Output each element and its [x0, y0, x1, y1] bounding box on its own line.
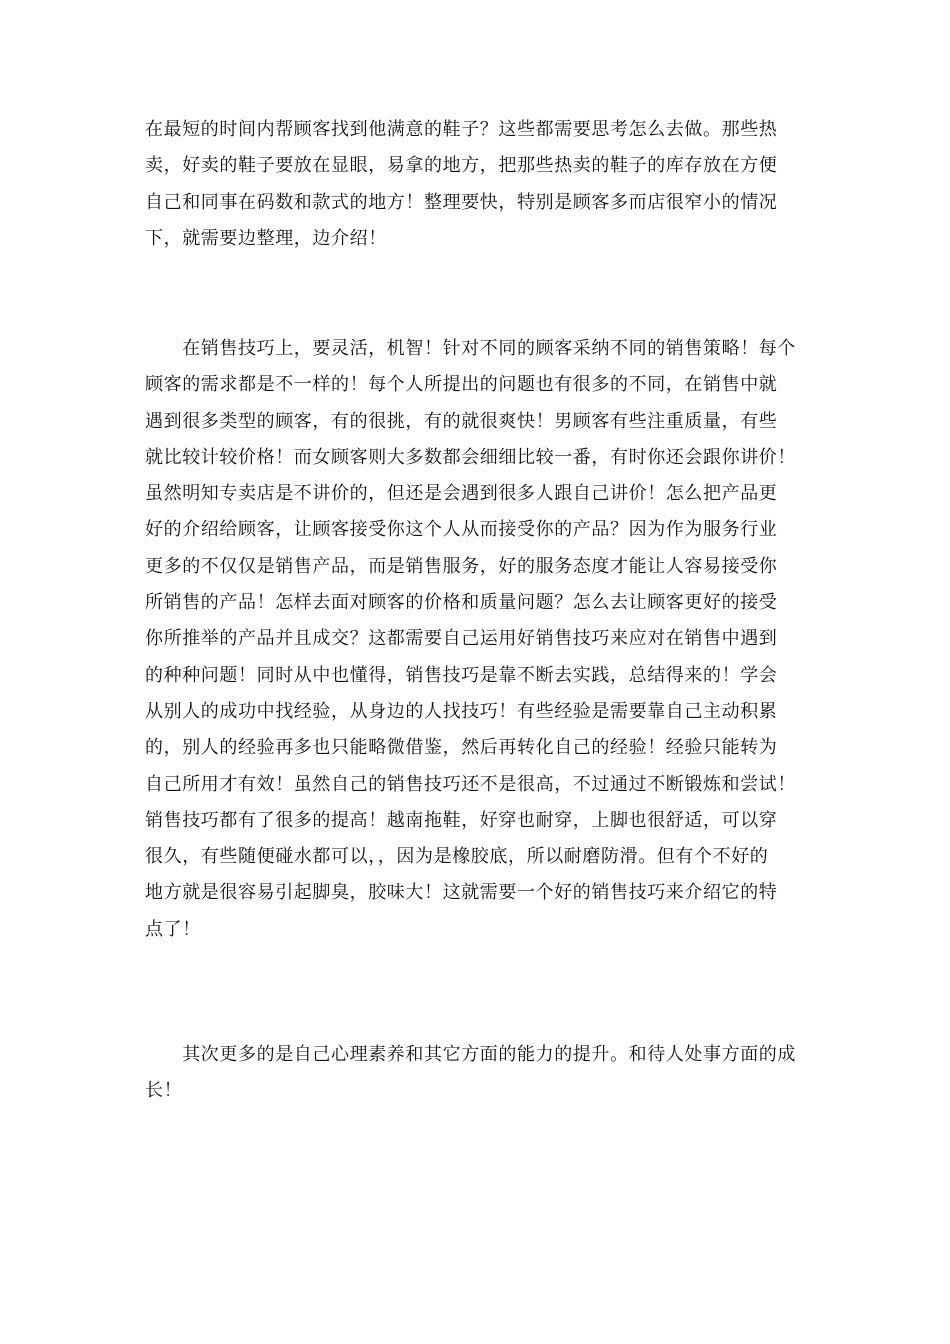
text-line: 好的介绍给顾客，让顾客接受你这个人从而接受你的产品？因为作为服务行业: [145, 519, 778, 541]
text-line: 地方就是很容易引起脚臭，胶味大！这就需要一个好的销售技巧来介绍它的特: [145, 882, 778, 904]
text-line: 自己和同事在码数和款式的地方！整理要快，特别是顾客多而店很窄小的情况: [145, 191, 778, 213]
text-line: 从别人的成功中找经验，从身边的人找技巧！有些经验是需要靠自己主动积累: [145, 700, 778, 722]
paragraph-2: [145, 331, 805, 948]
text-line: 所销售的产品！怎样去面对顾客的价格和质量问题？怎么去让顾客更好的接受: [145, 592, 778, 614]
text-line: 更多的不仅仅是销售产品，而是销售服务，好的服务态度才能让人容易接受你: [145, 555, 778, 577]
text-line: 点了！: [145, 918, 201, 940]
text-line: 在销售技巧上，要灵活，机智！针对不同的顾客采纳不同的销售策略！每个: [145, 338, 796, 359]
text-line: 自己所用才有效！虽然自己的销售技巧还不是很高，不过通过不断锻炼和尝试！: [145, 773, 796, 795]
text-line: 卖，好卖的鞋子要放在显眼，易拿的地方，把那些热卖的鞋子的库存放在方便: [145, 155, 778, 177]
text-line: 顾客的需求都是不一样的！每个人所提出的问题也有很多的不同，在销售中就: [145, 374, 778, 396]
text-line: 的，别人的经验再多也只能略微借鉴，然后再转化自己的经验！经验只能转为: [145, 737, 778, 759]
text-line: 就比较计较价格！而女顾客则大多数都会细细比较一番，有时你还会跟你讲价！: [145, 446, 796, 468]
text-line: 其次更多的是自己心理素养和其它方面的能力的提升。和待人处事方面的成: [145, 1044, 796, 1065]
text-line: 的种种问题！同时从中也懂得，销售技巧是靠不断去实践，总结得来的！学会: [145, 664, 778, 686]
text-line: 销售技巧都有了很多的提高！越南拖鞋，好穿也耐穿，上脚也很舒适，可以穿: [145, 809, 778, 831]
text-line: 长！: [145, 1080, 183, 1102]
paragraph-3: [145, 1037, 805, 1110]
text-line: 下，就需要边整理，边介绍！: [145, 227, 387, 249]
text-line: 虽然明知专卖店是不讲价的，但还是会遇到很多人跟自己讲价！怎么把产品更: [145, 483, 778, 505]
text-line: 你所推举的产品并且成交？这都需要自己运用好销售技巧来应对在销售中遇到: [145, 628, 778, 650]
text-line: 很久，有些随便碰水都可以，，因为是橡胶底，所以耐磨防滑。但有个不好的: [145, 846, 769, 868]
text-line: 在最短的时间内帮顾客找到他满意的鞋子？这些都需要思考怎么去做。那些热: [145, 119, 778, 140]
text-line: 遇到很多类型的顾客，有的很挑，有的就很爽快！男顾客有些注重质量，有些: [145, 410, 778, 432]
paragraph-1: [145, 112, 805, 257]
